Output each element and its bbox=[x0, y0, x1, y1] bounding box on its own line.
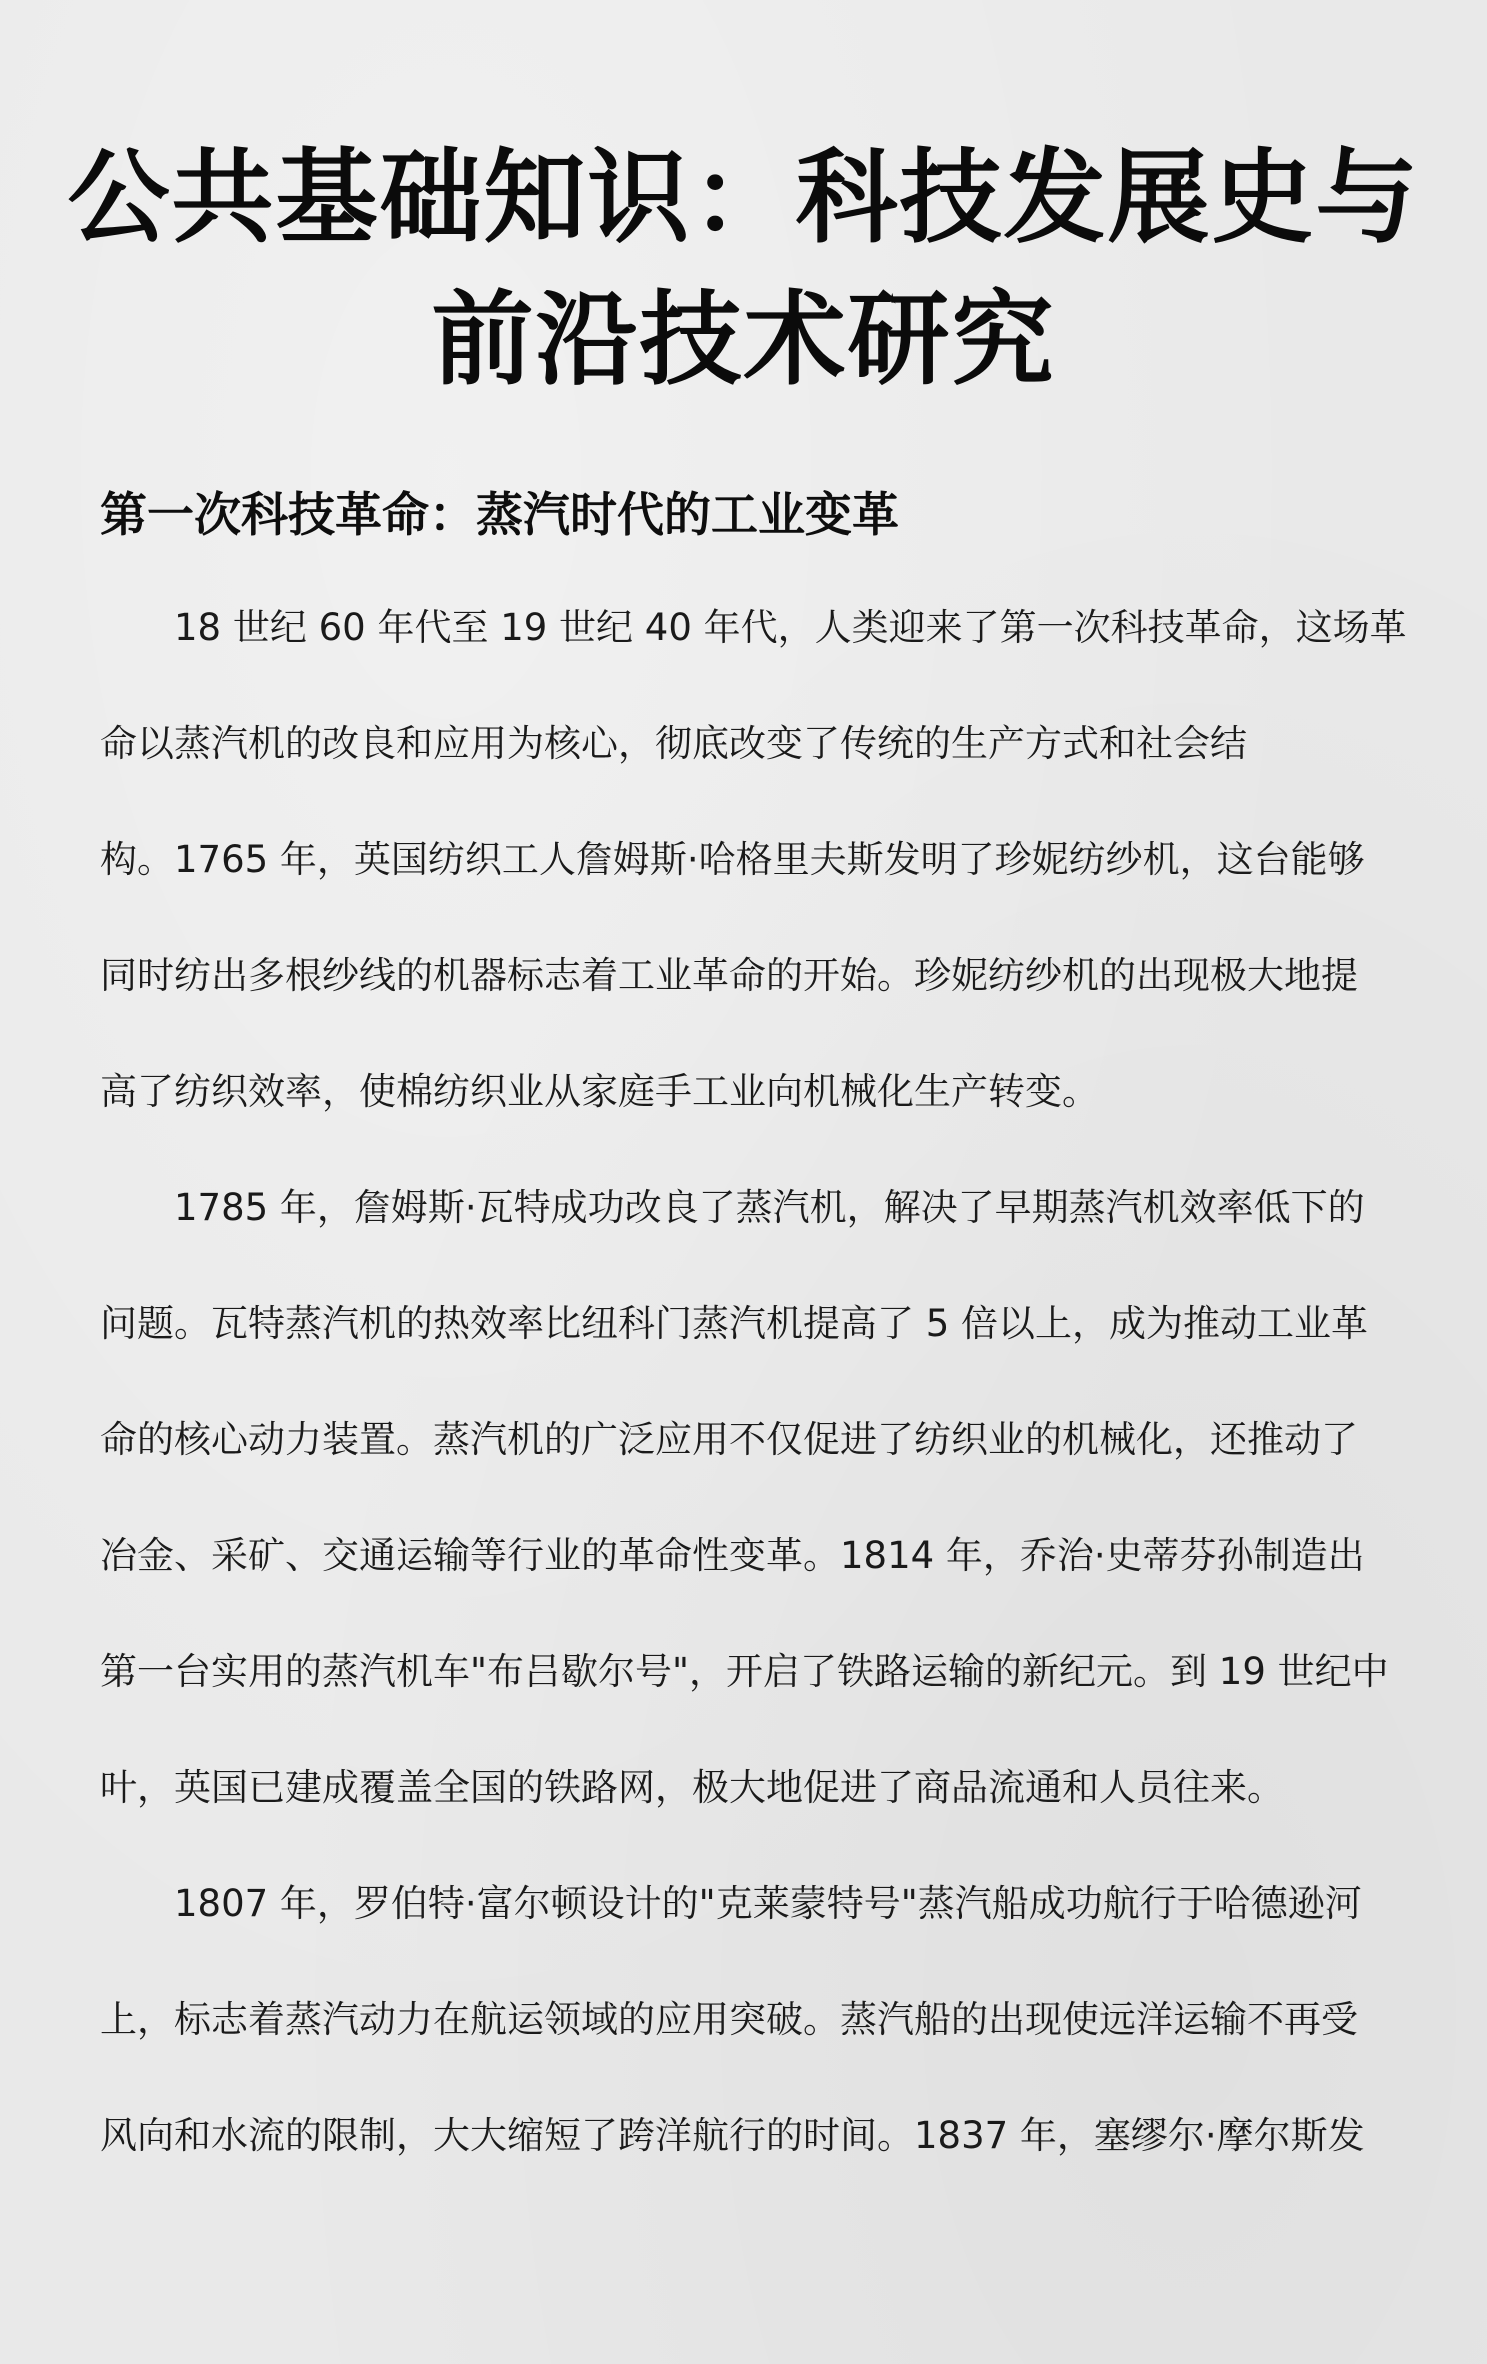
body-text bbox=[100, 592, 1407, 2216]
paragraph-line: 1785 年，詹姆斯·瓦特成功改良了蒸汽机，解决了早期蒸汽机效率低下的 bbox=[174, 1186, 1365, 1229]
section-heading: 第一次科技革命：蒸汽时代的工业变革 bbox=[100, 488, 899, 543]
document-title-line-1: 公共基础知识：科技发展史与 bbox=[67, 139, 1420, 258]
paragraph-1 bbox=[100, 592, 1407, 1172]
paragraph-line: 高了纺织效率，使棉纺织业从家庭手工业向机械化生产转变。 bbox=[100, 1070, 1099, 1113]
paragraph-line: 同时纺出多根纱线的机器标志着工业革命的开始。珍妮纺纱机的出现极大地提 bbox=[100, 954, 1358, 997]
paragraph-line: 冶金、采矿、交通运输等行业的革命性变革。1814 年，乔治·史蒂芬孙制造出 bbox=[100, 1534, 1365, 1577]
paragraph-line: 1807 年，罗伯特·富尔顿设计的"克莱蒙特号"蒸汽船成功航行于哈德逊河 bbox=[174, 1882, 1362, 1925]
paragraph-line: 构。1765 年，英国纺织工人詹姆斯·哈格里夫斯发明了珍妮纺纱机，这台能够 bbox=[100, 838, 1365, 881]
paragraph-line: 上，标志着蒸汽动力在航运领域的应用突破。蒸汽船的出现使远洋运输不再受 bbox=[100, 1998, 1358, 2041]
paragraph-line: 风向和水流的限制，大大缩短了跨洋航行的时间。1837 年，塞缪尔·摩尔斯发 bbox=[100, 2114, 1365, 2157]
paragraph-line: 命以蒸汽机的改良和应用为核心，彻底改变了传统的生产方式和社会结 bbox=[100, 722, 1247, 765]
paragraph-line: 第一台实用的蒸汽机车"布吕歇尔号"，开启了铁路运输的新纪元。到 19 世纪中 bbox=[100, 1650, 1389, 1693]
paragraph-line: 命的核心动力装置。蒸汽机的广泛应用不仅促进了纺织业的机械化，还推动了 bbox=[100, 1418, 1358, 1461]
paragraph-line: 18 世纪 60 年代至 19 世纪 40 年代，人类迎来了第一次科技革命，这场革 bbox=[174, 606, 1407, 649]
paragraph-line: 问题。瓦特蒸汽机的热效率比纽科门蒸汽机提高了 5 倍以上，成为推动工业革 bbox=[100, 1302, 1369, 1345]
document-title-line-2: 前沿技术研究 bbox=[431, 281, 1056, 400]
paragraph-3 bbox=[100, 1868, 1400, 2216]
document-title bbox=[60, 128, 1427, 412]
paragraph-line: 叶，英国已建成覆盖全国的铁路网，极大地促进了商品流通和人员往来。 bbox=[100, 1766, 1284, 1809]
paragraph-2 bbox=[100, 1172, 1400, 1868]
